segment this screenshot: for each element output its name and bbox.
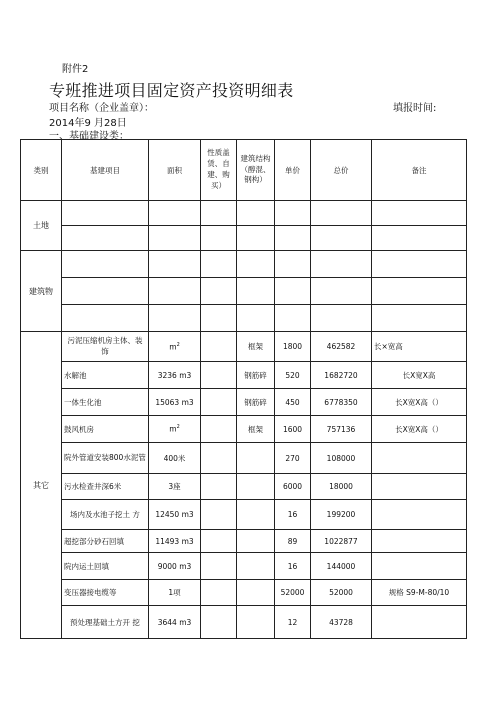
row-remark — [372, 606, 467, 639]
building-row — [21, 305, 467, 332]
section-heading: 一、基础建设类： — [49, 131, 129, 142]
report-date: 2014年9 月28日 — [49, 118, 127, 129]
row-structure: 框架 — [237, 416, 275, 443]
row-total: 144000 — [311, 553, 372, 580]
row-remark: 长X宽X高 — [372, 362, 467, 389]
table-row — [21, 332, 467, 362]
row-remark — [372, 443, 467, 474]
row-area: 1项 — [149, 580, 201, 606]
row-total: 43728 — [311, 606, 372, 639]
row-unit-price: 12 — [275, 606, 311, 639]
row-total: 1022877 — [311, 530, 372, 553]
row-nature — [201, 553, 237, 580]
row-item: 变压器接电缆等 — [62, 580, 149, 606]
table-row — [21, 474, 467, 500]
row-total: 462582 — [311, 332, 372, 362]
row-unit-price: 6000 — [275, 474, 311, 500]
row-remark — [372, 530, 467, 553]
building-row — [21, 278, 467, 305]
row-total: 52000 — [311, 580, 372, 606]
row-nature — [201, 443, 237, 474]
row-nature — [201, 500, 237, 530]
row-item: 超挖部分砂石回填 — [62, 530, 149, 553]
row-structure: 钢筋碎 — [237, 362, 275, 389]
row-unit-price: 16 — [275, 500, 311, 530]
row-nature — [201, 474, 237, 500]
header-item: 基建项目 — [62, 140, 149, 201]
row-nature — [201, 416, 237, 443]
table-row — [21, 530, 467, 553]
header-row — [21, 140, 467, 201]
building-row — [21, 251, 467, 278]
row-item: 污泥压缩机房主体、装饰 — [62, 332, 149, 362]
row-structure — [237, 580, 275, 606]
row-area: 15063 m3 — [149, 389, 201, 416]
row-total: 108000 — [311, 443, 372, 474]
row-structure — [237, 474, 275, 500]
row-unit-price: 89 — [275, 530, 311, 553]
annex-label: 附件2 — [62, 64, 89, 75]
row-remark: 长×宽高 — [372, 332, 467, 362]
header-unit-price: 单价 — [275, 140, 311, 201]
row-nature — [201, 606, 237, 639]
row-area: 9000 m3 — [149, 553, 201, 580]
row-nature — [201, 580, 237, 606]
row-remark — [372, 500, 467, 530]
row-nature — [201, 530, 237, 553]
row-item: 水解池 — [62, 362, 149, 389]
header-nature: 性质盖赁、自建、购买） — [201, 140, 237, 201]
table-row — [21, 606, 467, 639]
row-item: 场内及水池子挖土 方 — [62, 500, 149, 530]
table-row — [21, 580, 467, 606]
table-row — [21, 500, 467, 530]
row-nature — [201, 362, 237, 389]
row-structure — [237, 553, 275, 580]
row-area: 3644 m3 — [149, 606, 201, 639]
row-area: 12450 m3 — [149, 500, 201, 530]
row-area: $m^2$ — [149, 416, 201, 443]
row-unit-price: 270 — [275, 443, 311, 474]
fill-time-label: 填报时间: — [393, 103, 437, 114]
row-area: 11493 m3 — [149, 530, 201, 553]
row-area: $m^2$ — [149, 332, 201, 362]
category-other: 其它 — [21, 332, 62, 639]
row-remark: 长X宽X高（） — [372, 416, 467, 443]
row-remark: 长X宽X高（） — [372, 389, 467, 416]
investment-table — [20, 139, 467, 639]
row-remark: 规格 S9-M-80/10 — [372, 580, 467, 606]
header-category: 类别 — [21, 140, 62, 201]
row-total: 199200 — [311, 500, 372, 530]
row-structure — [237, 530, 275, 553]
row-nature — [201, 389, 237, 416]
category-land: 土地 — [21, 201, 62, 251]
category-building: 建筑物 — [21, 251, 62, 332]
row-area: 400米 — [149, 443, 201, 474]
project-name-label: 项目名称（企业盖章）： — [49, 103, 154, 114]
row-unit-price: 1800 — [275, 332, 311, 362]
row-unit-price: 1600 — [275, 416, 311, 443]
row-remark — [372, 474, 467, 500]
row-unit-price: 520 — [275, 362, 311, 389]
row-total: 757136 — [311, 416, 372, 443]
header-remark: 备注 — [372, 140, 467, 201]
row-remark — [372, 553, 467, 580]
row-structure: 钢筋碎 — [237, 389, 275, 416]
row-structure: 框架 — [237, 332, 275, 362]
row-item: 一体生化池 — [62, 389, 149, 416]
row-total: 6778350 — [311, 389, 372, 416]
row-total: 18000 — [311, 474, 372, 500]
row-item: 污水检查井深6米 — [62, 474, 149, 500]
row-area: 3座 — [149, 474, 201, 500]
row-unit-price: 52000 — [275, 580, 311, 606]
row-item: 院内运土回填 — [62, 553, 149, 580]
table-row — [21, 416, 467, 443]
row-item: 预处理基础土方开 挖 — [62, 606, 149, 639]
row-unit-price: 450 — [275, 389, 311, 416]
table-row — [21, 362, 467, 389]
row-area: 3236 m3 — [149, 362, 201, 389]
row-unit-price: 16 — [275, 553, 311, 580]
land-row — [21, 226, 467, 251]
table-row — [21, 389, 467, 416]
row-nature — [201, 332, 237, 362]
land-row — [21, 201, 467, 226]
page-title: 专班推进项目固定资产投资明细表 — [49, 81, 294, 100]
row-structure — [237, 443, 275, 474]
table-row — [21, 443, 467, 474]
table-row — [21, 553, 467, 580]
header-total: 总价 — [311, 140, 372, 201]
header-area: 面积 — [149, 140, 201, 201]
row-structure — [237, 606, 275, 639]
row-structure — [237, 500, 275, 530]
row-item: 鼓风机房 — [62, 416, 149, 443]
row-item: 院外管道安装800水泥管 — [62, 443, 149, 474]
header-structure: 建筑结构（醇混、钢构） — [237, 140, 275, 201]
row-total: 1682720 — [311, 362, 372, 389]
